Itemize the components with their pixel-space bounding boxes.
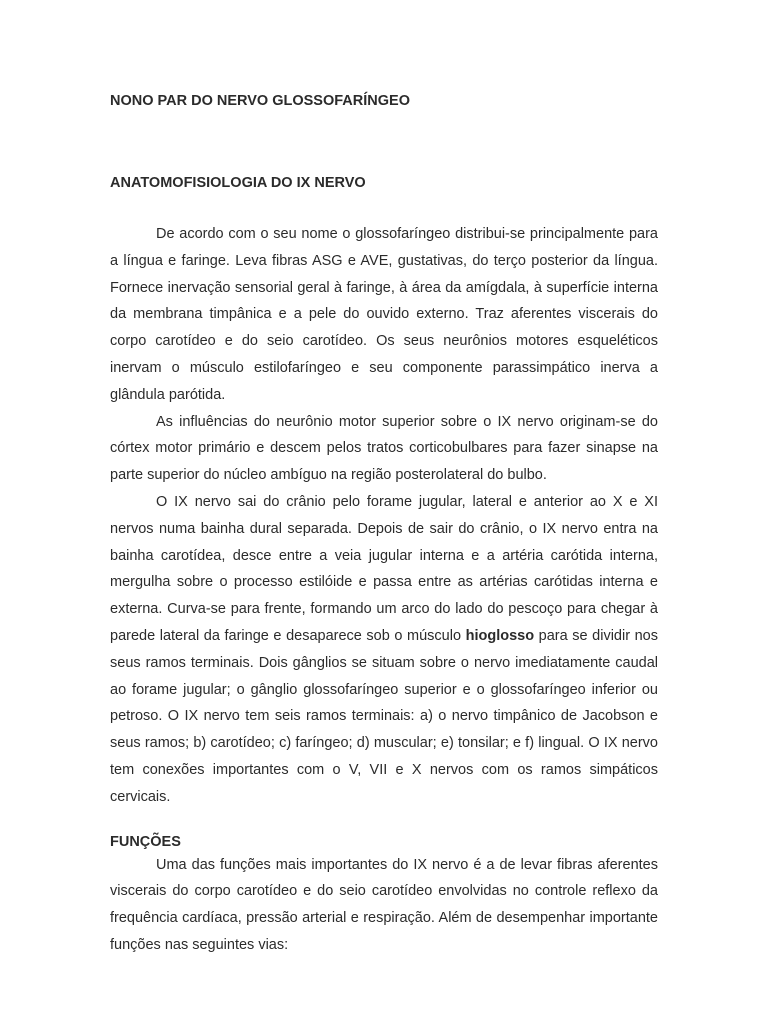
section-heading-anatomofisiologia: ANATOMOFISIOLOGIA DO IX NERVO	[110, 175, 366, 191]
paragraph-2: As influências do neurônio motor superior sobre o IX nervo originam-se do córtex motor primário e descem pelos tratos corticobulbares para fazer sinapse na parte superior do núcleo ambíguo na região posterolateral do bulbo.	[110, 413, 658, 484]
bold-term-hioglosso: hioglosso	[465, 627, 535, 644]
paragraph-3-part-2: para se dividir nos seus ramos terminais. Dois gânglios se situam sobre o nervo imediatamente caudal ao forame jugular; o gânglio glossofaríngeo superior e o glossofaríngeo inferior ou petroso. O IX nervo tem seis ramos terminais: a) o nervo timpânico de Jacobson e seus ramos; b) carotídeo; c) faríngeo; d) muscular; e) tonsilar; e f) lingual. O IX nervo tem conexões importantes com o V, VII e X nervos com os ramos simpáticos cervicais.	[110, 627, 658, 805]
document-title: NONO PAR DO NERVO GLOSSOFARÍNGEO	[110, 93, 410, 109]
paragraph-1: De acordo com o seu nome o glossofaríngeo distribui-se principalmente para a língua e faringe. Leva fibras ASG e AVE, gustativas, do terço posterior da língua. Fornece inervação sensorial geral à faringe, à área da amígdala, à superfície interna da membrana timpânica e a pele do ouvido externo. Traz aferentes viscerais do corpo carotídeo e do seio carotídeo. Os seus neurônios motores esqueléticos inervam o músculo estilofaríngeo e seu componente parassimpático inerva a glândula parótida.	[110, 226, 658, 403]
paragraph-3-part-1: O IX nervo sai do crânio pelo forame jugular, lateral e anterior ao X e XI nervos numa bainha dural separada. Depois de sair do crânio, o IX nervo entra na bainha carotídea, desce entre a veia jugular interna e a artéria carótida interna, mergulha sobre o processo estilóide e passa entre as artérias carótidas interna e externa. Curva-se para frente, formando um arco do lado do pescoço para chegar à parede lateral da faringe e desaparece sob o músculo	[110, 493, 658, 644]
section-heading-funcoes: FUNÇÕES	[110, 833, 181, 850]
paragraph-3	[110, 489, 658, 811]
paragraph-funcoes: Uma das funções mais importantes do IX nervo é a de levar fibras aferentes viscerais do corpo carotídeo e do seio carotídeo envolvidas no controle reflexo da frequência cardíaca, pressão arterial e respiração. Além de desempenhar importante funções nas seguintes vias:	[110, 856, 658, 953]
